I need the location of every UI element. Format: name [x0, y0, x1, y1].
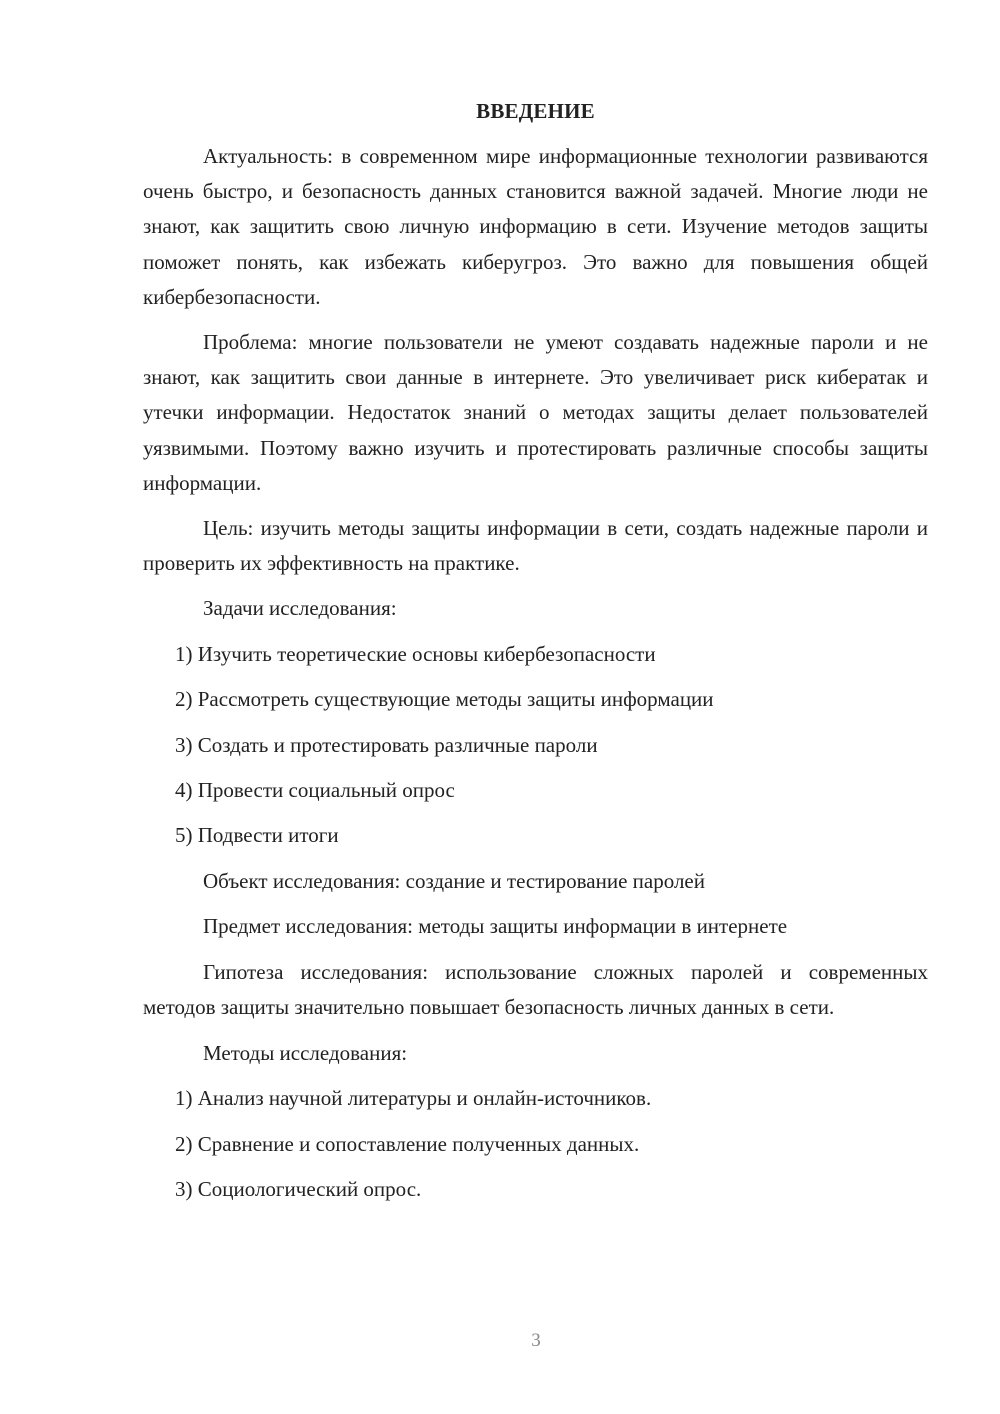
relevance-paragraph: Актуальность: в современном мире информационные технологии развиваются очень быстро, и безопасность данных становится важной задачей. Многие люди не знают, как защитить свою личную информацию в сети. Изучение методов защиты поможет понять, как избежать киберугроз. Это важно для повышения общей кибербезопасности. — [143, 144, 928, 309]
methods-heading: Методы исследования: — [203, 1040, 408, 1065]
list-item: 1) Анализ научной литературы и онлайн-источников. — [175, 1086, 652, 1111]
problem-paragraph: Проблема: многие пользователи не умеют создавать надежные пароли и не знают, как защитить свои данные в интернете. Это увеличивает риск кибератак и утечки информации. Недостаток знаний о методах защиты делает пользователей уязвимыми. Поэтому важно изучить и протестировать различные способы защиты информации. — [143, 330, 928, 495]
page-number: 3 — [531, 1330, 541, 1351]
list-item: 2) Сравнение и сопоставление полученных данных. — [175, 1131, 640, 1156]
page-body — [143, 95, 928, 1218]
list-item: 1) Изучить теоретические основы кибербезопасности — [175, 641, 656, 666]
research-subject: Предмет исследования: методы защиты информации в интернете — [203, 914, 788, 939]
list-item: 4) Провести социальный опрос — [175, 778, 455, 802]
list-item: 3) Социологический опрос. — [175, 1177, 422, 1202]
goal-paragraph: Цель: изучить методы защиты информации в сети, создать надежные пароли и проверить их эффективность на практике. — [143, 516, 928, 576]
list-item: 5) Подвести итоги — [175, 823, 339, 848]
research-object: Объект исследования: создание и тестирование паролей — [203, 868, 705, 893]
list-item: 3) Создать и протестировать различные пароли — [175, 732, 598, 757]
hypothesis-paragraph: Гипотеза исследования: использование сложных паролей и современных методов защиты значительно повышает безопасность личных данных в сети. — [143, 959, 928, 1019]
methods-list — [143, 1081, 928, 1207]
section-title: ВВЕДЕНИЕ — [476, 99, 595, 123]
list-item: 2) Рассмотреть существующие методы защиты информации — [175, 687, 714, 712]
tasks-heading: Задачи исследования: — [203, 596, 397, 621]
tasks-list — [143, 637, 928, 854]
